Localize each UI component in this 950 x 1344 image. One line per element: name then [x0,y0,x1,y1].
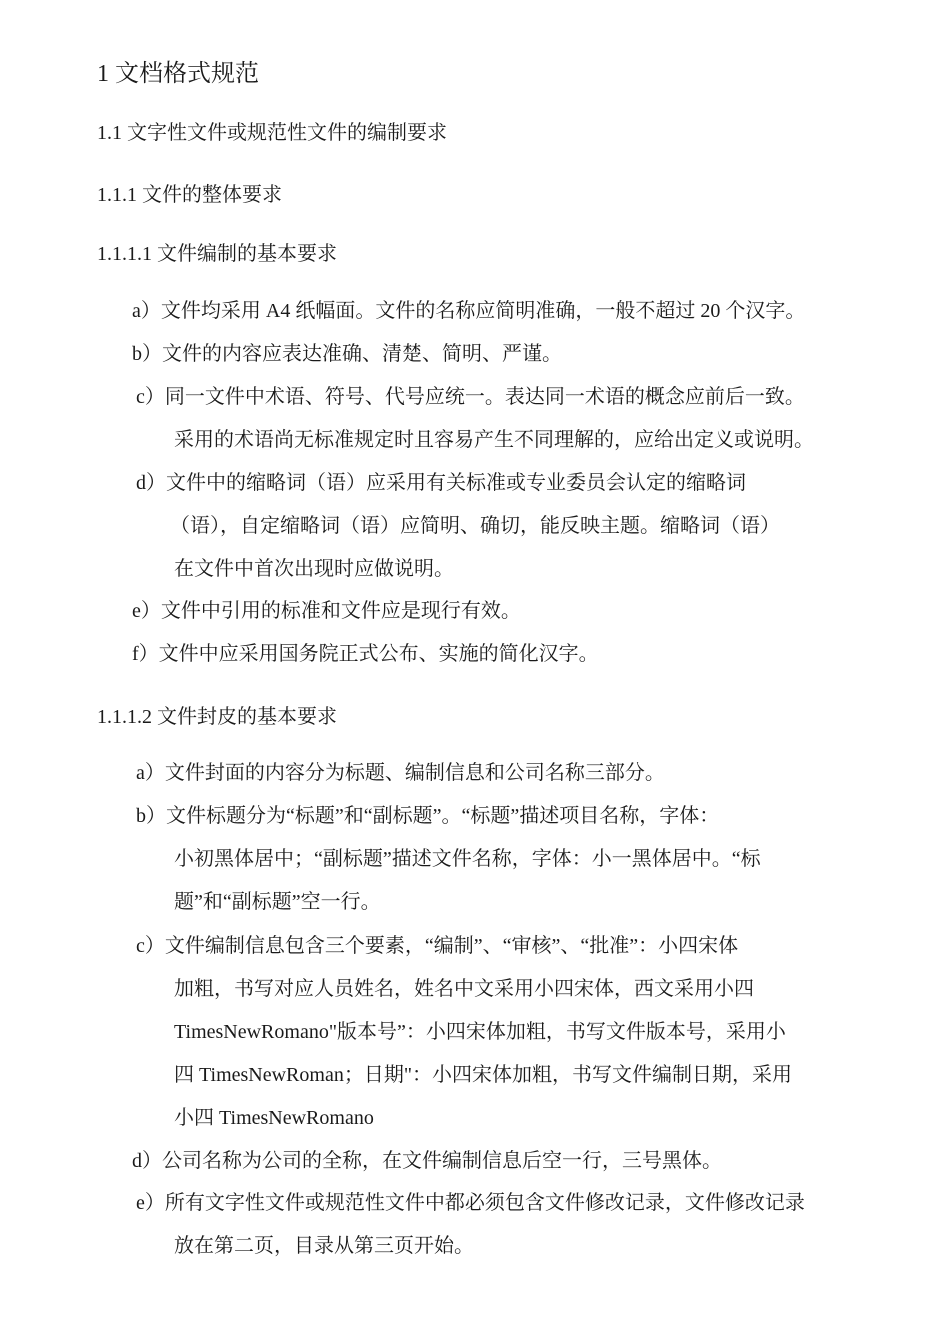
item-text: 文件的内容应表达准确、清楚、简明、严谨。 [162,343,562,365]
item-marker: d） [136,472,166,494]
item-marker: b） [136,805,166,827]
list-item-1c [136,376,814,462]
list-item-1d [136,462,780,591]
item-marker: c） [136,935,165,957]
heading-level-4-cover-requirements: 1.1.1.2 文件封皮的基本要求 [97,706,337,728]
list-item-2e [136,1182,805,1268]
list-item-2b [136,795,761,924]
item-text-continued: 采用的术语尚无标准规定时且容易产生不同理解的，应给出定义或说明。 [174,429,814,451]
item-text: 文件中的缩略词（语）应采用有关标准或专业委员会认定的缩略词 [166,472,746,494]
item-text-continued: 题”和“副标题”空一行。 [174,891,381,913]
item-text: 所有文字性文件或规范性文件中都必须包含文件修改记录，文件修改记录 [164,1192,805,1214]
item-marker: e） [132,600,161,622]
item-marker: e） [136,1192,165,1214]
item-text: 文件中应采用国务院正式公布、实施的简化汉字。 [158,643,599,665]
item-text-continued: 放在第二页，目录从第三页开始。 [174,1235,474,1257]
list-item-1b [132,333,562,376]
item-marker: a） [136,762,165,784]
heading-level-1: 1 文档格式规范 [97,61,259,87]
item-text-continued: TimesNewRomano"版本号”：小四宋体加粗，书写文件版本号，采用小 [174,1021,786,1043]
item-marker: d） [132,1150,162,1172]
list-item-1e [132,590,521,633]
heading-level-2: 1.1 文字性文件或规范性文件的编制要求 [97,122,447,144]
item-text-continued: 四 TimesNewRoman；日期"：小四宋体加粗，书写文件编制日期，采用 [174,1064,792,1086]
item-text-continued: 在文件中首次出现时应做说明。 [174,558,454,580]
item-text: 文件均采用 A4 纸幅面。文件的名称应简明准确，一般不超过 20 个汉字。 [160,300,806,322]
item-text: 文件封面的内容分为标题、编制信息和公司名称三部分。 [164,762,665,784]
item-marker: f） [132,643,159,665]
item-text-continued: 加粗，书写对应人员姓名，姓名中文采用小四宋体，西文采用小四 [174,978,754,1000]
item-text-continued: （语），自定缩略词（语）应简明、确切，能反映主题。缩略词（语） [170,515,780,537]
list-item-2c [136,925,792,1140]
item-marker: b） [132,343,162,365]
item-text: 文件中引用的标准和文件应是现行有效。 [160,600,521,622]
list-item-1a [132,290,805,333]
heading-level-4-basic-requirements: 1.1.1.1 文件编制的基本要求 [97,243,337,265]
item-marker: c） [136,386,165,408]
item-text-continued: 小初黑体居中；“副标题”描述文件名称，字体：小一黑体居中。“标 [174,848,761,870]
item-text-continued: 小四 TimesNewRomano [174,1107,374,1129]
list-item-2a [136,752,665,795]
item-text: 文件标题分为“标题”和“副标题”。“标题”描述项目名称，字体： [166,805,720,827]
item-marker: a） [132,300,161,322]
heading-level-3: 1.1.1 文件的整体要求 [97,184,282,206]
list-item-2d [132,1140,722,1183]
list-item-1f [132,633,599,676]
item-text: 同一文件中术语、符号、代号应统一。表达同一术语的概念应前后一致。 [164,386,805,408]
item-text: 文件编制信息包含三个要素，“编制”、“审核”、“批准”：小四宋体 [164,935,739,957]
item-text: 公司名称为公司的全称，在文件编制信息后空一行，三号黑体。 [162,1150,722,1172]
